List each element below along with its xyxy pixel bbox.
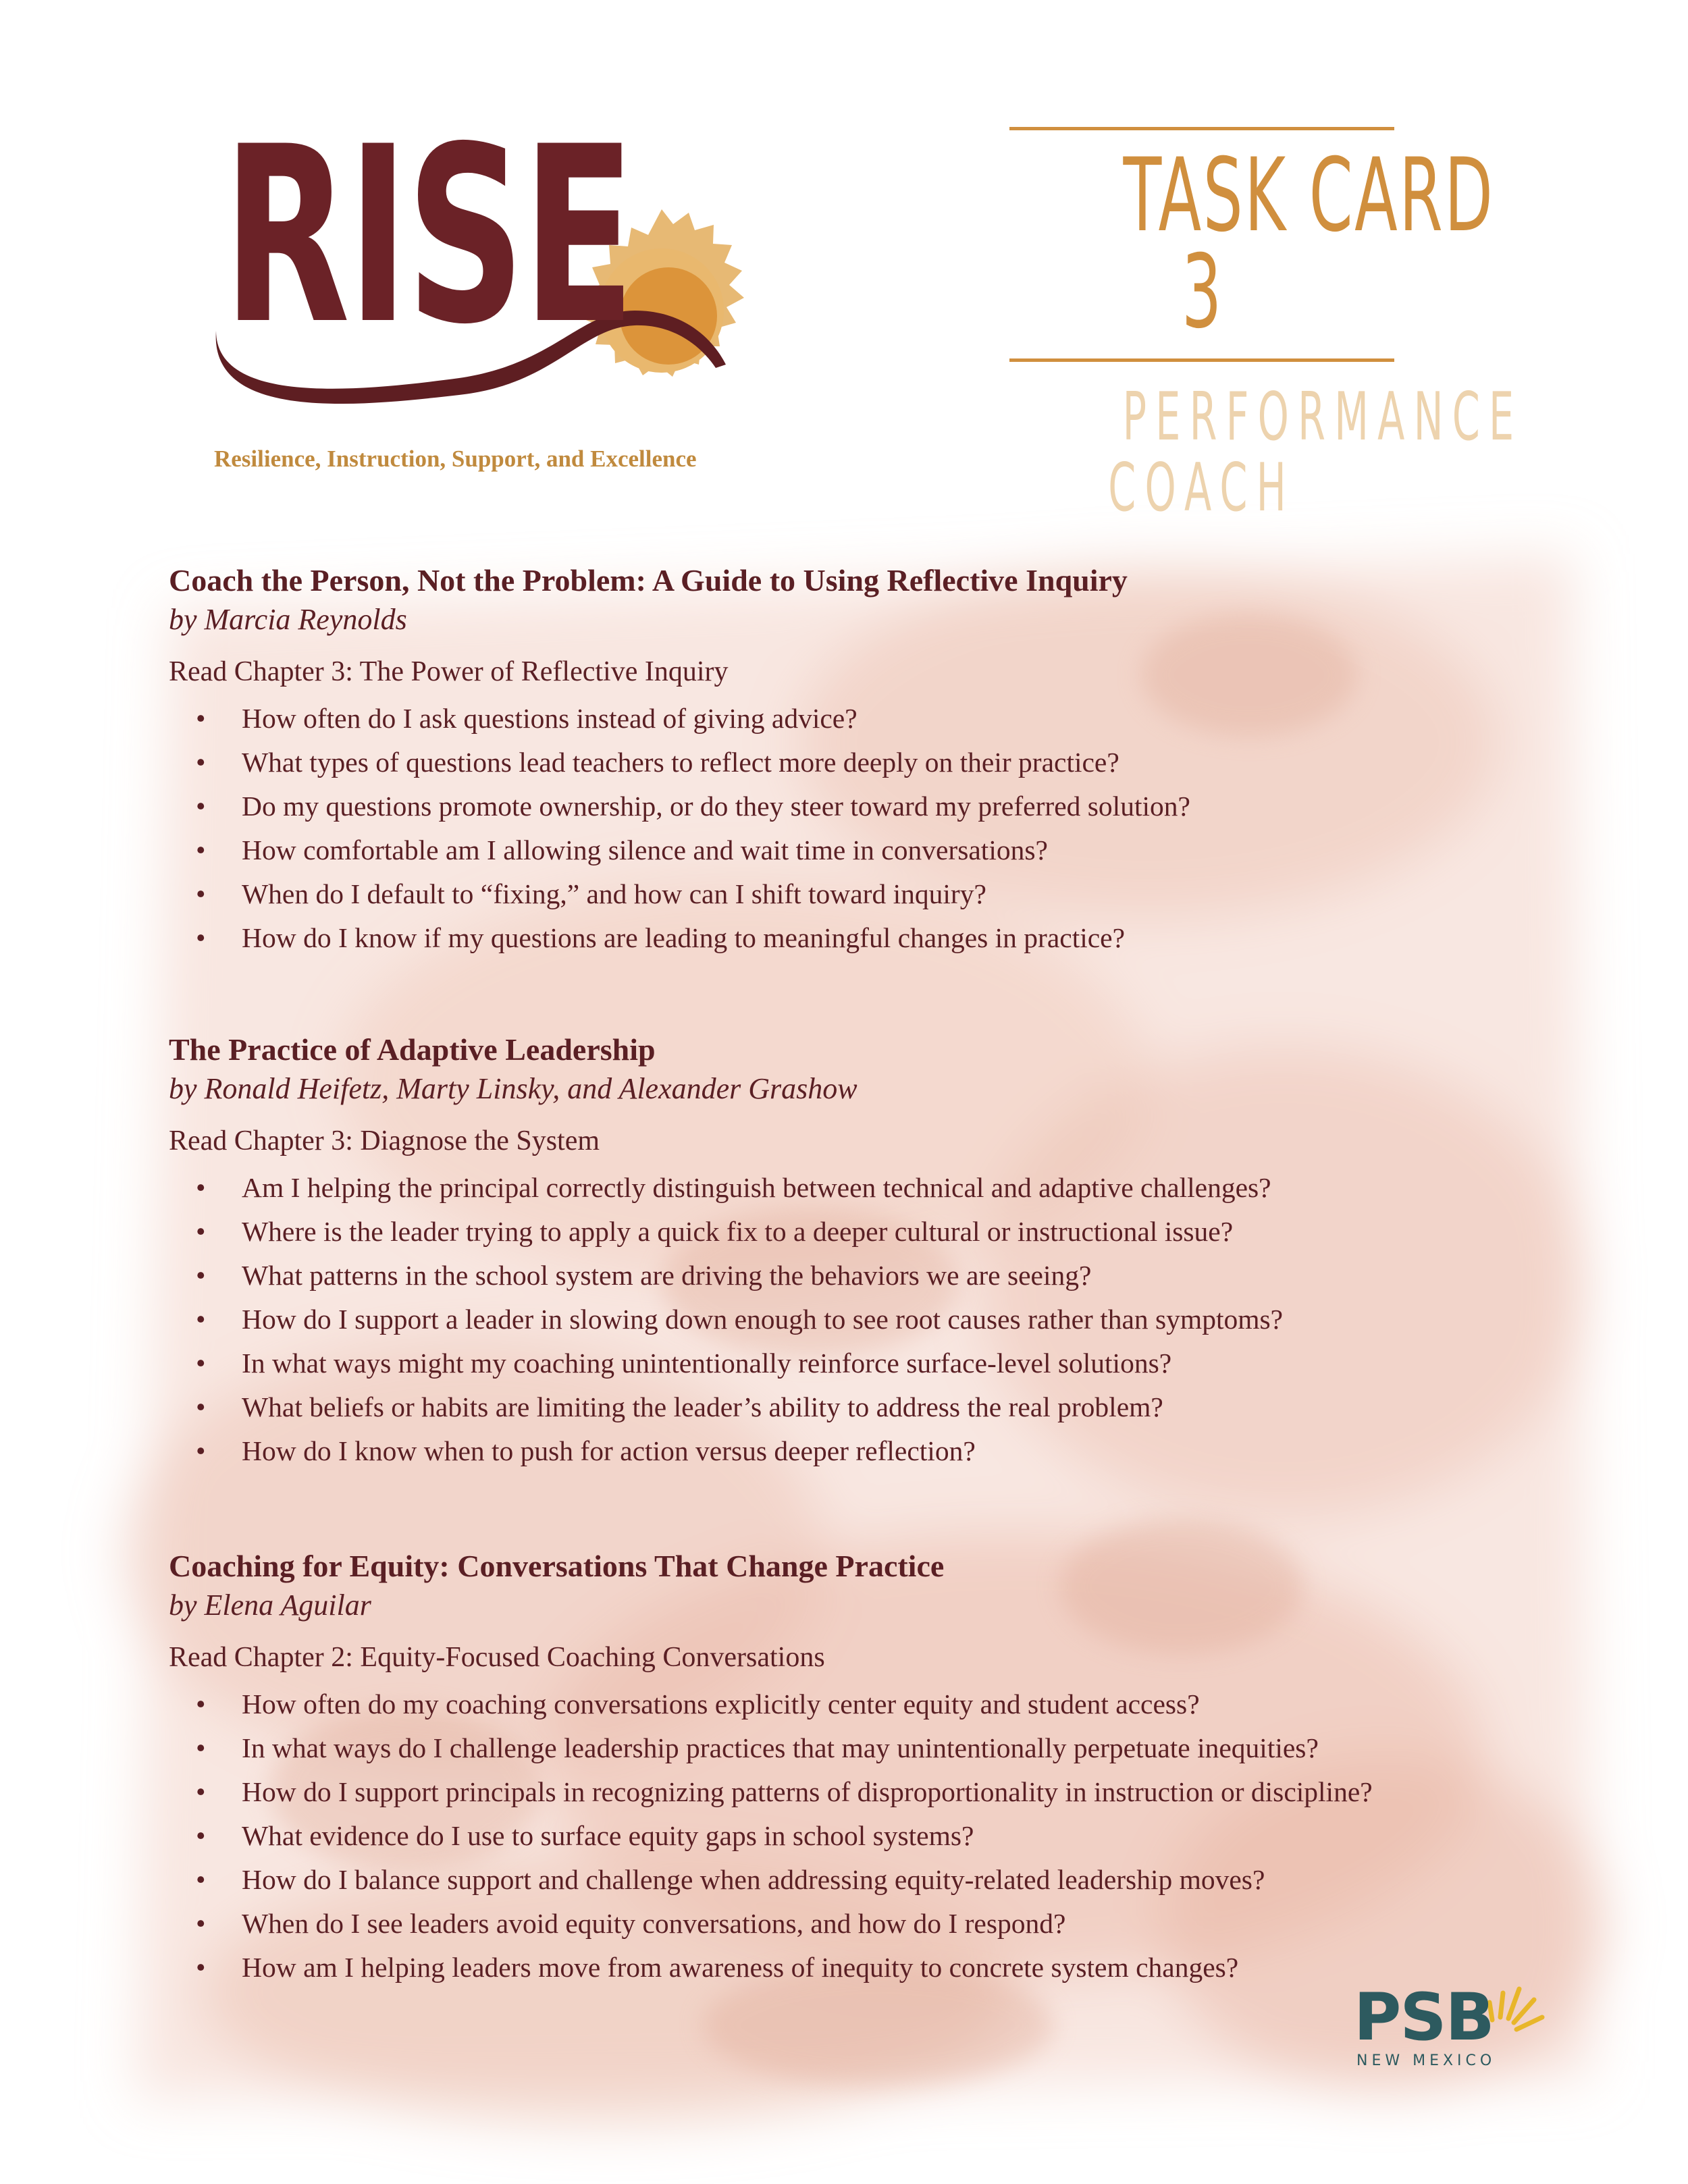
question-item: • In what ways do I challenge leadership practices that may unintentionally perpetuate inequities? — [169, 1726, 1553, 1770]
bullet: • — [196, 1864, 206, 1895]
rise-logo — [203, 88, 770, 472]
reading-assignment: Read Chapter 3: The Power of Reflective Inquiry — [169, 656, 729, 687]
question-item: • What patterns in the school system are driving the behaviors we are seeing? — [169, 1254, 1553, 1298]
question-list — [169, 697, 1553, 960]
question-item: • Where is the leader trying to apply a quick fix to a deeper cultural or instructional issue? — [169, 1210, 1553, 1254]
bullet: • — [196, 1391, 206, 1422]
question-item: • How often do my coaching conversations explicitly center equity and student access? — [169, 1682, 1553, 1726]
question-item: • How do I support principals in recognizing patterns of disproportionality in instruction or discipline? — [169, 1770, 1553, 1814]
question-list — [169, 1682, 1553, 1990]
reading-assignment: Read Chapter 2: Equity-Focused Coaching Conversations — [169, 1642, 825, 1673]
question-item: • What evidence do I use to surface equity gaps in school systems? — [169, 1814, 1553, 1858]
psb-subtitle: NEW MEXICO — [1356, 2052, 1496, 2069]
reading-assignment: Read Chapter 3: Diagnose the System — [169, 1125, 600, 1156]
bullet: • — [196, 1304, 206, 1335]
question-item: • How do I support a leader in slowing down enough to see root causes rather than symptoms? — [169, 1298, 1553, 1341]
role-line-1: PERFORMANCE — [1122, 379, 1523, 456]
task-card-header — [1009, 127, 1523, 527]
bullet: • — [196, 834, 206, 865]
psb-wordmark: PSB — [1354, 1979, 1494, 2055]
task-card-title: TASK CARD — [1123, 137, 1495, 255]
question-item: • How do I know if my questions are leading to meaningful changes in practice? — [169, 916, 1553, 960]
bullet: • — [196, 1776, 206, 1807]
bullet: • — [196, 922, 206, 953]
question-item: • Do my questions promote ownership, or do they steer toward my preferred solution? — [169, 784, 1553, 828]
bullet: • — [196, 747, 206, 778]
logo-tagline: Resilience, Instruction, Support, and Excellence — [214, 446, 697, 472]
bullet: • — [196, 703, 206, 734]
bullet: • — [196, 1260, 206, 1291]
bullet: • — [196, 1688, 206, 1720]
question-list — [169, 1166, 1553, 1473]
bullet: • — [196, 878, 206, 909]
bullet: • — [196, 1435, 206, 1466]
psb-logo — [1354, 1978, 1543, 2073]
question-item: • What beliefs or habits are limiting the leader’s ability to address the real problem? — [169, 1385, 1553, 1429]
bullet: • — [196, 1820, 206, 1851]
bullet: • — [196, 1908, 206, 1939]
question-item: • How do I know when to push for action versus deeper reflection? — [169, 1429, 1553, 1473]
question-item: • Am I helping the principal correctly distinguish between technical and adaptive challenges? — [169, 1166, 1553, 1210]
question-item: • What types of questions lead teachers to reflect more deeply on their practice? — [169, 741, 1553, 784]
section-adaptive-leadership — [169, 1030, 1553, 1473]
book-title: Coaching for Equity: Conversations That Change Practice — [169, 1549, 945, 1583]
top-rule — [1009, 127, 1394, 130]
question-item: • How do I balance support and challenge when addressing equity-related leadership moves? — [169, 1858, 1553, 1902]
rise-wordmark: RISE — [223, 95, 633, 377]
book-author: by Elena Aguilar — [169, 1589, 371, 1622]
bullet: • — [196, 1172, 206, 1203]
question-item: • In what ways might my coaching unintentionally reinforce surface-level solutions? — [169, 1341, 1553, 1385]
question-item: • How comfortable am I allowing silence and wait time in conversations? — [169, 828, 1553, 872]
task-card-number: 3 — [1182, 234, 1222, 351]
question-item: • When do I default to “fixing,” and how can I shift toward inquiry? — [169, 872, 1553, 916]
question-item: • How often do I ask questions instead of giving advice? — [169, 697, 1553, 741]
book-title: The Practice of Adaptive Leadership — [169, 1032, 656, 1067]
question-item: • When do I see leaders avoid equity conversations, and how do I respond? — [169, 1902, 1553, 1946]
section-coaching-for-equity — [169, 1546, 1553, 1990]
role-line-2: COACH — [1108, 450, 1296, 527]
bullet: • — [196, 1348, 206, 1379]
middle-rule — [1009, 358, 1394, 362]
question-item: • How am I helping leaders move from awareness of inequity to concrete system changes? — [169, 1946, 1553, 1990]
book-title: Coach the Person, Not the Problem: A Guide to Using Reflective Inquiry — [169, 563, 1128, 597]
book-author: by Marcia Reynolds — [169, 603, 407, 636]
bullet: • — [196, 1216, 206, 1247]
bullet: • — [196, 1732, 206, 1763]
bullet: • — [196, 791, 206, 822]
section-reflective-inquiry — [169, 560, 1553, 960]
book-author: by Ronald Heifetz, Marty Linsky, and Alexander Grashow — [169, 1072, 858, 1105]
bullet: • — [196, 1952, 206, 1983]
